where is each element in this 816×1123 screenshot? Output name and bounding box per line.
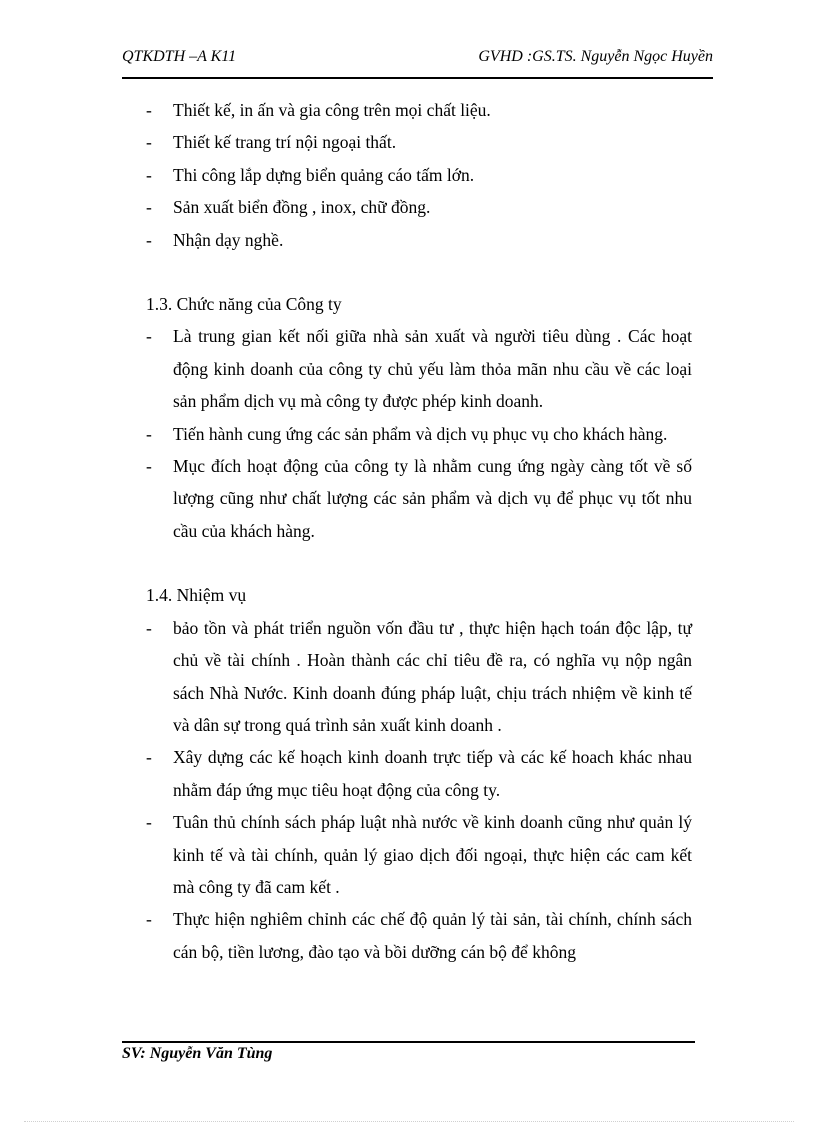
bullet-dash: - — [146, 229, 152, 250]
page-header — [122, 48, 713, 70]
section-heading-1-3: 1.3. Chức năng của Công ty — [146, 294, 342, 315]
list-item: - Tiến hành cung ứng các sản phẩm và dịch vụ phục vụ cho khách hàng. — [146, 418, 692, 450]
bullet-dash: - — [146, 197, 152, 218]
list-item: - Thiết kế, in ấn và gia công trên mọi chất liệu. — [146, 94, 692, 126]
duties-list — [146, 612, 692, 968]
page-content — [146, 94, 692, 968]
footer-student: SV: Nguyễn Văn Tùng — [122, 1045, 273, 1062]
list-item: - bảo tồn và phát triển nguồn vốn đầu tư , thực hiện hạch toán độc lập, tự chủ về tài chính . Hoàn thành các chỉ tiêu đề ra, có nghĩa vụ nộp ngân sách Nhà Nước. Kinh doanh đúng pháp luật, chịu trách nhiệm về kinh tế và dân sự trong quá trình sản xuất kinh doanh . — [146, 612, 692, 742]
bullet-dash: - — [146, 326, 152, 347]
bullet-dash: - — [146, 812, 152, 833]
list-item: - Mục đích hoạt động của công ty là nhằm cung ứng ngày càng tốt về số lượng cũng như chất lượng các sản phẩm và dịch vụ để phục vụ tốt nhu cầu của khách hàng. — [146, 450, 692, 547]
bullet-dash: - — [146, 747, 152, 768]
list-item: - Thi công lắp dựng biển quảng cáo tấm lớn. — [146, 159, 692, 191]
header-course-code: QTKDTH –A K11 — [122, 48, 237, 65]
bullet-dash: - — [146, 132, 152, 153]
bullet-dash: - — [146, 423, 152, 444]
list-item: - Là trung gian kết nối giữa nhà sản xuất và người tiêu dùng . Các hoạt động kinh doanh của công ty chủ yếu làm thỏa mãn nhu cầu về các loại sản phẩm dịch vụ mà công ty được phép kinh doanh. — [146, 320, 692, 417]
functions-list — [146, 320, 692, 547]
bullet-dash: - — [146, 164, 152, 185]
bullet-dash: - — [146, 617, 152, 638]
bullet-dash: - — [146, 456, 152, 477]
services-list — [146, 94, 692, 256]
list-item: - Nhận dạy nghề. — [146, 224, 692, 256]
bullet-dash: - — [146, 909, 152, 930]
header-rule — [122, 77, 713, 79]
list-item: - Xây dựng các kế hoạch kinh doanh trực tiếp và các kế hoach khác nhau nhằm đáp ứng mục tiêu hoạt động của công ty. — [146, 741, 692, 806]
section-heading-1-4: 1.4. Nhiệm vụ — [146, 585, 247, 606]
header-supervisor: GVHD :GS.TS. Nguyễn Ngọc Huyền — [478, 48, 713, 65]
page-edge-dotted-line — [24, 1121, 794, 1122]
list-item: - Thực hiện nghiêm chỉnh các chế độ quản lý tài sản, tài chính, chính sách cán bộ, tiền lương, đào tạo và bồi dưỡng cán bộ để không — [146, 903, 692, 968]
list-item: - Thiết kế trang trí nội ngoại thất. — [146, 126, 692, 158]
footer-rule — [122, 1041, 695, 1043]
list-item: - Tuân thủ chính sách pháp luật nhà nước về kinh doanh cũng như quản lý kinh tế và tài chính, quản lý giao dịch đối ngoại, thực hiện các cam kết mà công ty đã cam kết . — [146, 806, 692, 903]
bullet-dash: - — [146, 100, 152, 120]
list-item: - Sản xuất biển đồng , inox, chữ đồng. — [146, 191, 692, 223]
